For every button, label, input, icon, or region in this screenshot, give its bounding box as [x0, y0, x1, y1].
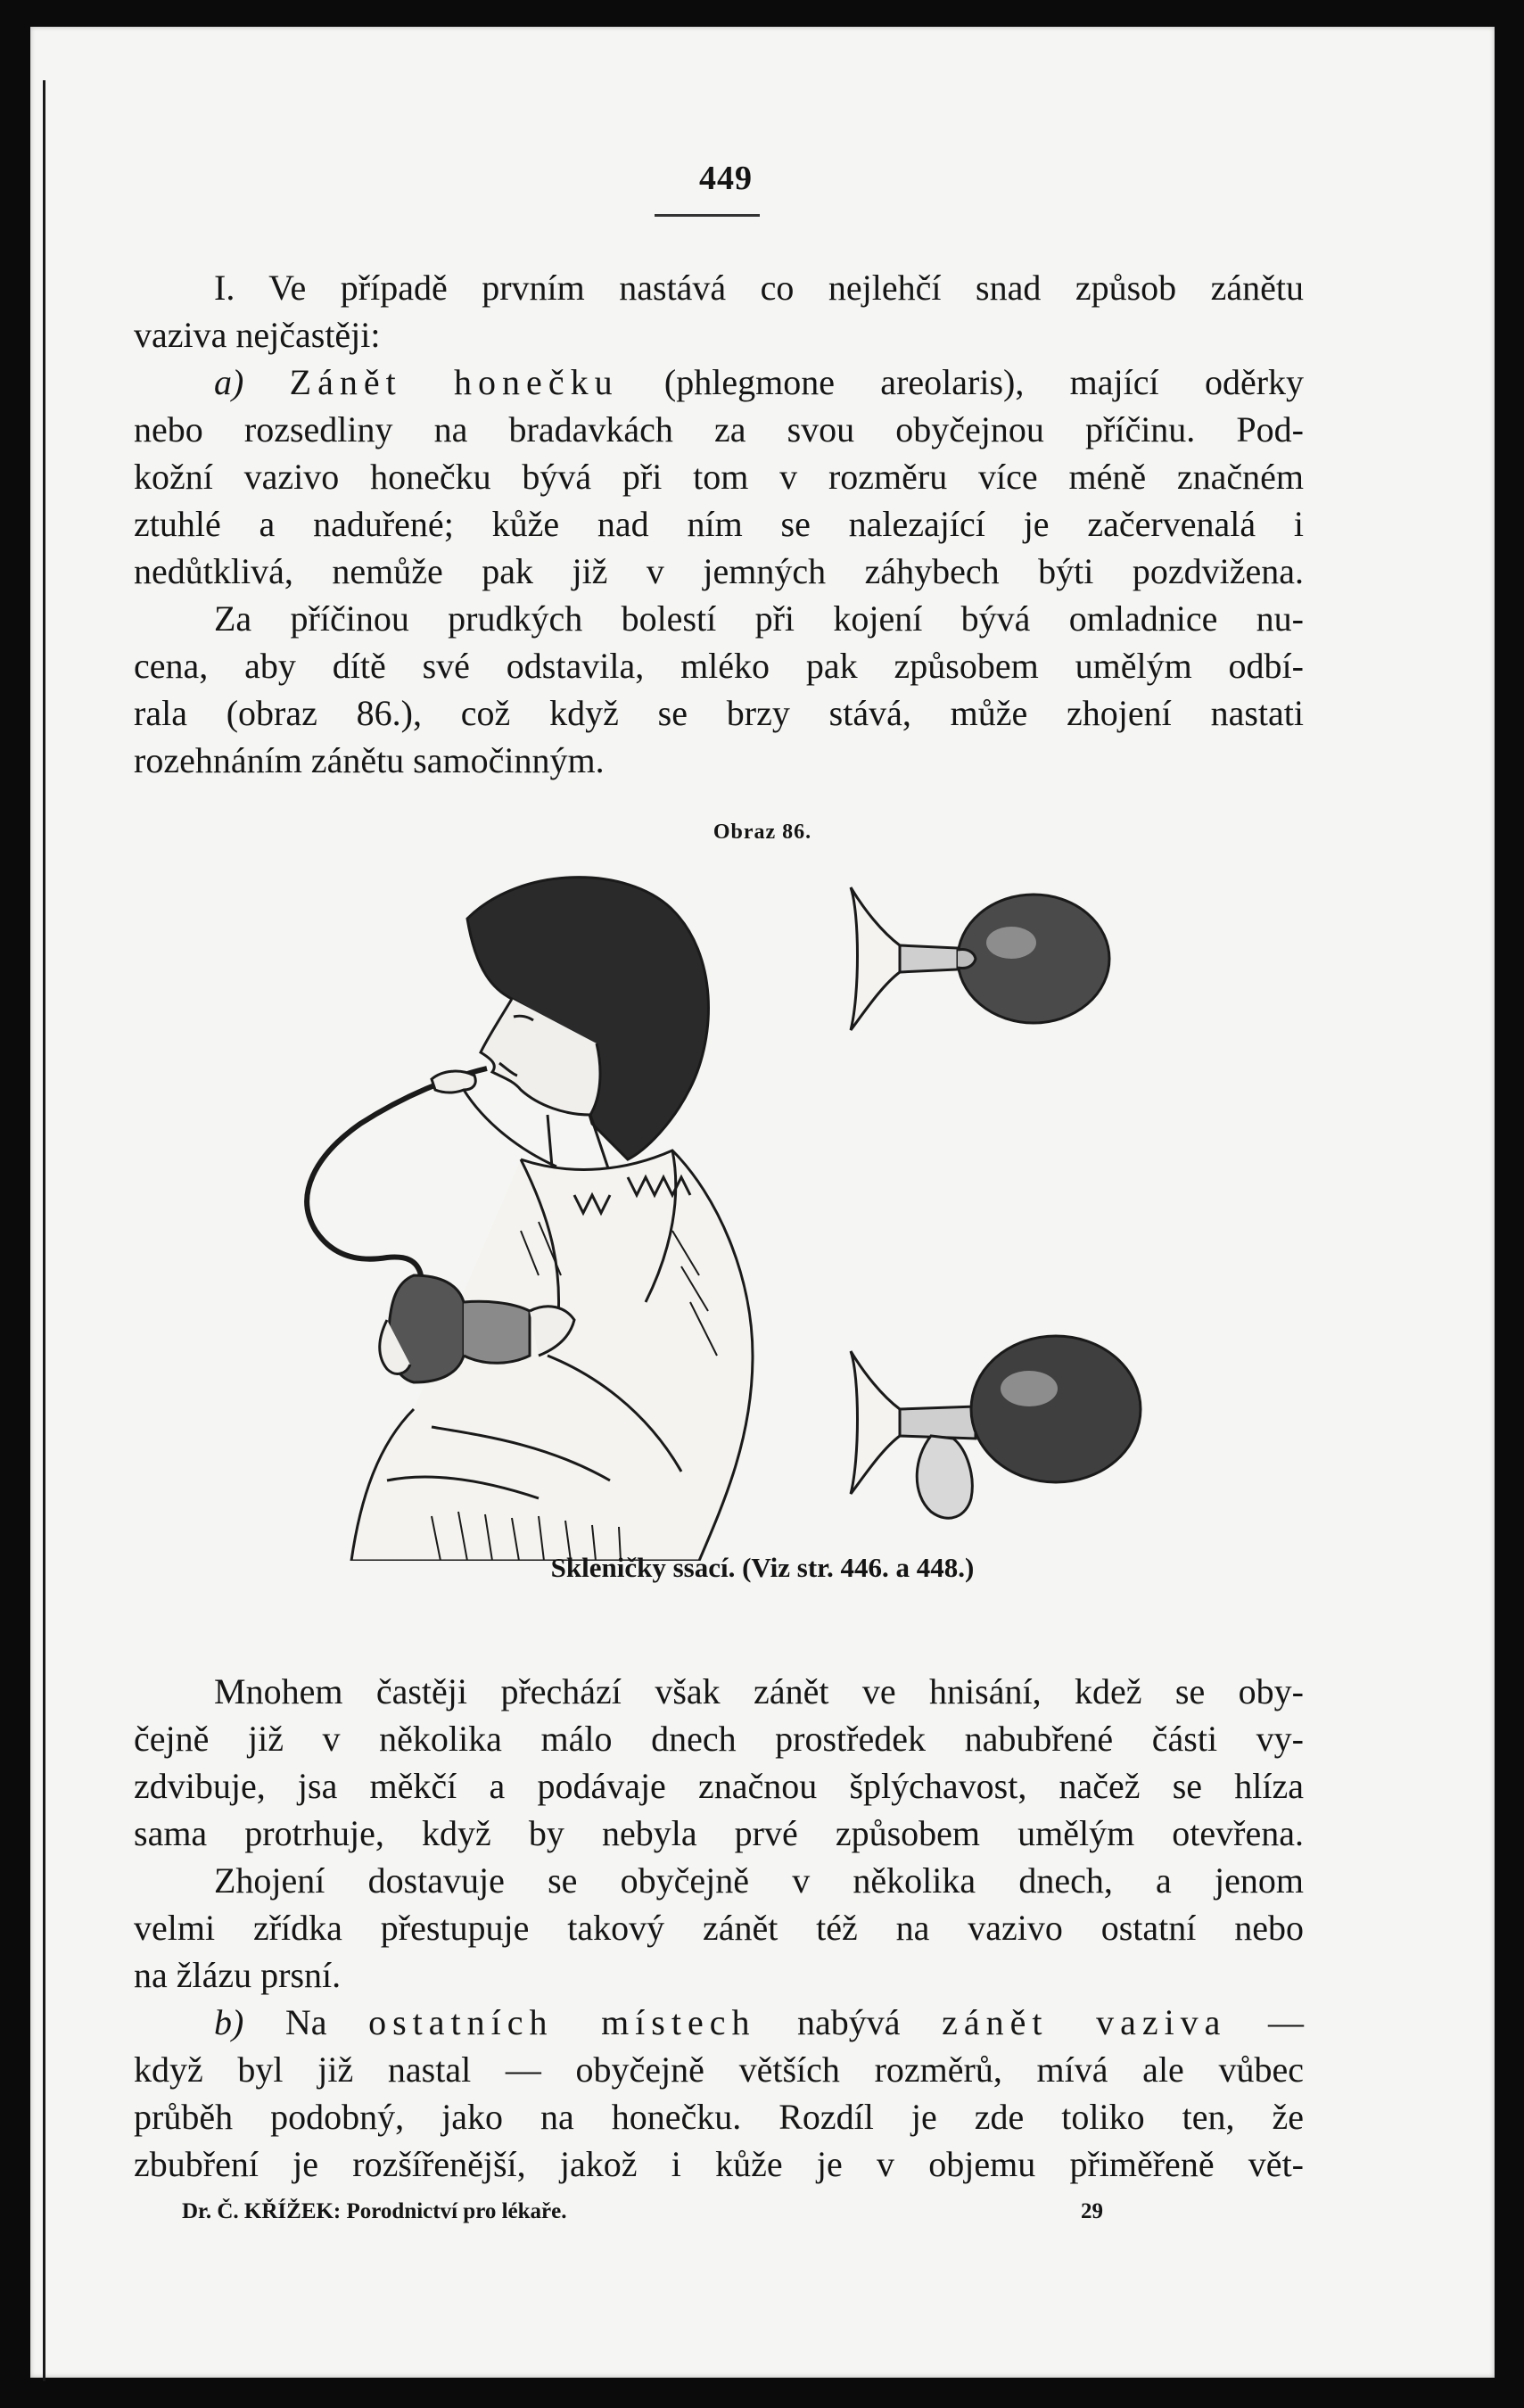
text-line: rozehnáním zánětu samočinným.: [134, 740, 605, 780]
text-line: když byl již nastal — obyčejně větších rozměrů, mívá ale vůbec: [134, 2049, 1304, 2090]
paragraph-suppuration: [134, 1668, 1304, 1857]
footer-signature-number: 29: [1081, 2199, 1103, 2223]
text-fragment: nabývá: [797, 2002, 901, 2042]
text-line: zbubření je rozšířenější, jakož i kůže je v objemu přiměřeně vět-: [134, 2144, 1304, 2184]
emphasized-term: Zánět honečku: [289, 362, 619, 402]
text-line: nedůtklivá, nemůže pak již v jemných záhybech býti pozdvižena.: [134, 551, 1304, 591]
text-line: nebo rozsedliny na bradavkách za svou obyčejnou příčinu. Pod-: [134, 409, 1304, 449]
page-edge-line: [43, 80, 45, 2381]
paragraph-a: [134, 359, 1304, 784]
item-label: b): [214, 2002, 244, 2042]
breast-pump-bulb-icon-top: [833, 878, 1190, 1039]
text-line: sama protrhuje, když by nebyla prvé způsobem umělým otevřena.: [134, 1813, 1304, 1853]
footer-author-title: Dr. Č. KŘÍŽEK: Porodnictví pro lékaře.: [182, 2199, 567, 2223]
breast-pump-bulb-icon-bottom: [833, 1324, 1190, 1538]
text-line: cena, aby dítě své odstavila, mléko pak způsobem umělým odbí-: [134, 646, 1304, 686]
text-line: Za příčinou prudkých bolestí při kojení bývá omladnice nu-: [214, 598, 1304, 639]
emphasized-term: zánět vaziva: [942, 2002, 1227, 2042]
text-line: kožní vazivo honečku bývá při tom v rozměru více méně značném: [134, 457, 1304, 497]
figure-label: Obraz 86.: [713, 821, 812, 844]
text-line: Mnohem častěji přechází však zánět ve hnisání, kdež se oby-: [214, 1671, 1304, 1711]
paragraph-b: [134, 1999, 1304, 2188]
woman-using-breast-pump-illustration: [253, 856, 824, 1561]
text-fragment: (phlegmone areolaris), mající oděrky: [663, 362, 1305, 402]
item-label: a): [214, 362, 244, 402]
text-line: ztuhlé a naduřené; kůže nad ním se nalezající je začervenalá i: [134, 504, 1304, 544]
text-line: I. Ve případě prvním nastává co nejlehčí snad způsob zánětu: [214, 268, 1304, 308]
emphasized-term: ostatních místech: [368, 2002, 756, 2042]
paragraph-intro: [134, 264, 1304, 359]
text-line: [134, 359, 1304, 406]
text-line: Zhojení dostavuje se obyčejně v několika dnech, a jenom: [214, 1860, 1304, 1901]
text-line: čejně již v několika málo dnech prostředek nabubřené části vy-: [134, 1719, 1304, 1759]
text-line: [134, 1999, 1304, 2046]
text-fragment: Na: [284, 2002, 327, 2042]
page-number-underline: [655, 214, 760, 217]
text-line: na žlázu prsní.: [134, 1955, 342, 1995]
paragraph-healing: [134, 1857, 1304, 1999]
text-fragment: —: [1268, 2002, 1304, 2042]
text-line: průběh podobný, jako na honečku. Rozdíl je zde toliko ten, že: [134, 2097, 1304, 2137]
text-line: velmi zřídka přestupuje takový zánět též na vazivo ostatní nebo: [134, 1908, 1304, 1948]
text-line: zdvibuje, jsa měkčí a podávaje značnou šplýchavost, načež se hlíza: [134, 1766, 1304, 1806]
page-number: 449: [699, 160, 753, 197]
book-page: [30, 27, 1495, 2378]
figure-caption: Skleničky ssací. (Viz str. 446. a 448.): [550, 1552, 975, 1583]
text-line: vaziva nejčastěji:: [134, 315, 381, 355]
text-line: rala (obraz 86.), což když se brzy stává, může zhojení nastati: [134, 693, 1304, 733]
